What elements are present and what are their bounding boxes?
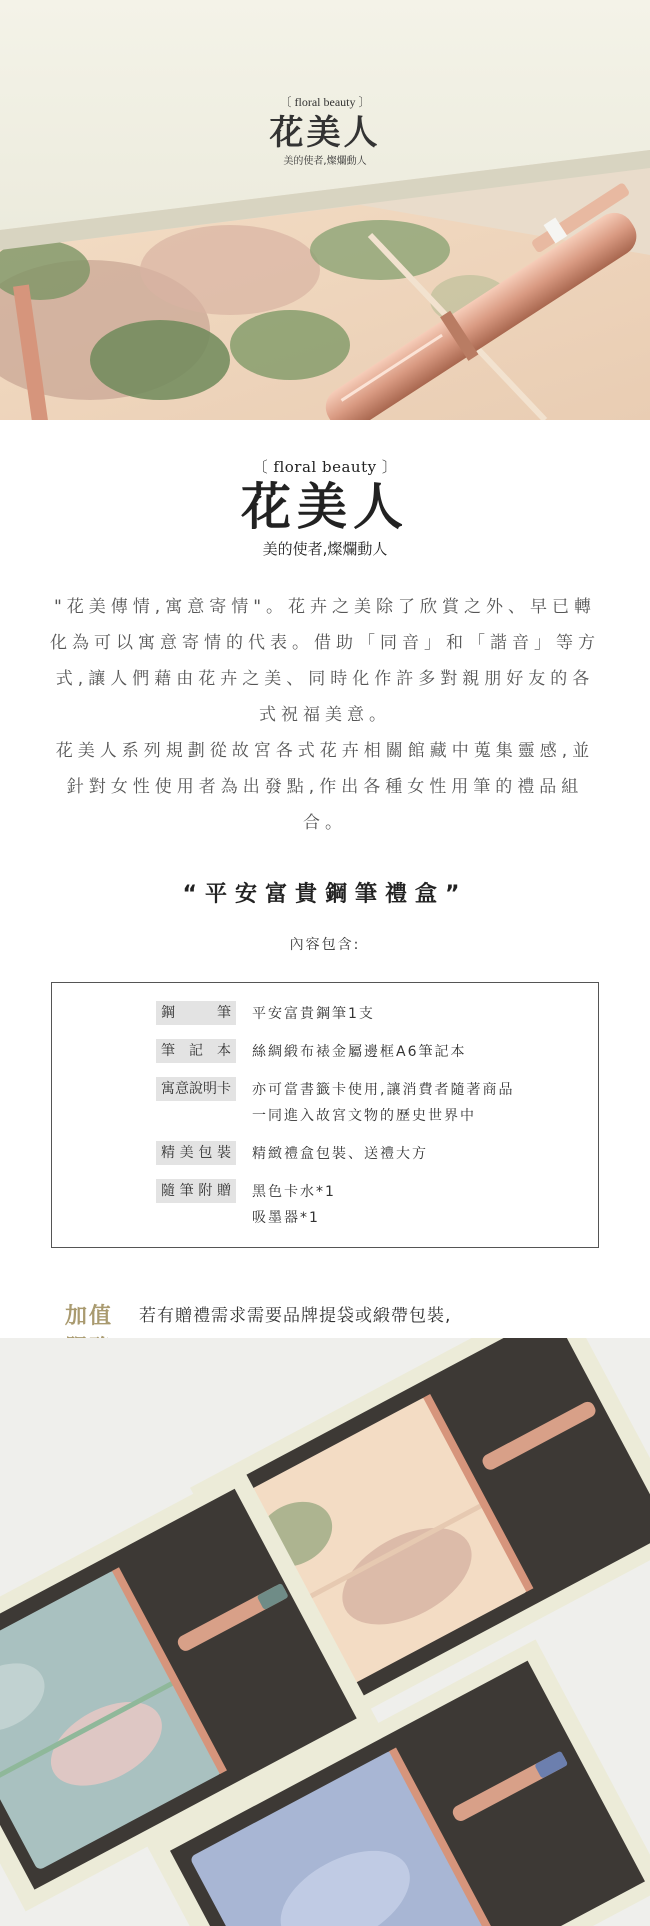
contents-item-label: 精美包裝 xyxy=(156,1141,236,1165)
contents-item-desc xyxy=(252,1179,336,1231)
brand-tagline: 美的使者,燦爛動人 xyxy=(262,540,388,558)
service-text-line: 若有贈禮需求需要品牌提袋或緞帶包裝, xyxy=(139,1306,452,1326)
product-title: “平安富貴鋼筆禮盒” xyxy=(182,882,468,907)
hero-illustration xyxy=(0,0,650,420)
intro-paragraph: 花美人系列規劃從故宮各式花卉相關館藏中蒐集靈感,並針對女性使用者為出發點,作出各種女性用筆的禮品組合。 xyxy=(55,741,595,833)
gift-box-photo xyxy=(0,1338,650,1926)
brand-latin-name: 〔 floral beauty 〕 xyxy=(252,458,398,476)
desc-line: 絲綢緞布裱金屬邊框A6筆記本 xyxy=(252,1044,467,1060)
contents-row xyxy=(52,1077,598,1129)
brand-chinese-name: 花美人 xyxy=(241,477,409,536)
desc-line: 一同進入故宮文物的歷史世界中 xyxy=(252,1108,476,1124)
contents-item-desc xyxy=(252,1001,375,1027)
product-description xyxy=(0,420,650,1364)
contents-item-desc xyxy=(252,1039,466,1065)
brand-block xyxy=(0,456,650,559)
hero-product-photo xyxy=(0,0,650,420)
desc-line: 平安富貴鋼筆1支 xyxy=(252,1006,375,1022)
contents-label: 內容包含: xyxy=(289,937,361,953)
contents-item-label: 筆記本 xyxy=(156,1039,236,1063)
desc-line: 亦可當書籤卡使用,讓消費者隨著商品 xyxy=(252,1082,515,1098)
contents-item-desc xyxy=(252,1141,428,1167)
box-brand-tagline: 美的使者,燦爛動人 xyxy=(283,156,367,167)
contents-item-label: 寓意說明卡 xyxy=(156,1077,236,1101)
box-brand-cn: 花美人 xyxy=(269,113,381,153)
contents-row xyxy=(52,1179,598,1231)
contents-row xyxy=(52,1141,598,1167)
contents-item-label: 鋼筆 xyxy=(156,1001,236,1025)
desc-line: 吸墨器*1 xyxy=(252,1210,320,1226)
contents-row xyxy=(52,1001,598,1027)
desc-line: 精緻禮盒包裝、送禮大方 xyxy=(252,1146,428,1162)
contents-row xyxy=(52,1039,598,1065)
contents-item-label: 隨筆附贈 xyxy=(156,1179,236,1203)
box-brand-latin: 〔 floral beauty 〕 xyxy=(279,95,371,109)
intro-paragraph: "花美傳情,寓意寄情"。花卉之美除了欣賞之外、早已轉化為可以寓意寄情的代表。借助「同音」和「諧音」等方式,讓人們藉由花卉之美、同時化作許多對親朋好友的各式祝福美意。 xyxy=(50,597,600,725)
desc-line: 黑色卡水*1 xyxy=(252,1184,336,1200)
contents-item-desc xyxy=(252,1077,514,1129)
intro-text xyxy=(45,589,605,841)
service-tag-line: 加值 xyxy=(65,1303,114,1329)
contents-box xyxy=(51,982,599,1248)
gift-boxes-illustration xyxy=(0,1338,650,1926)
